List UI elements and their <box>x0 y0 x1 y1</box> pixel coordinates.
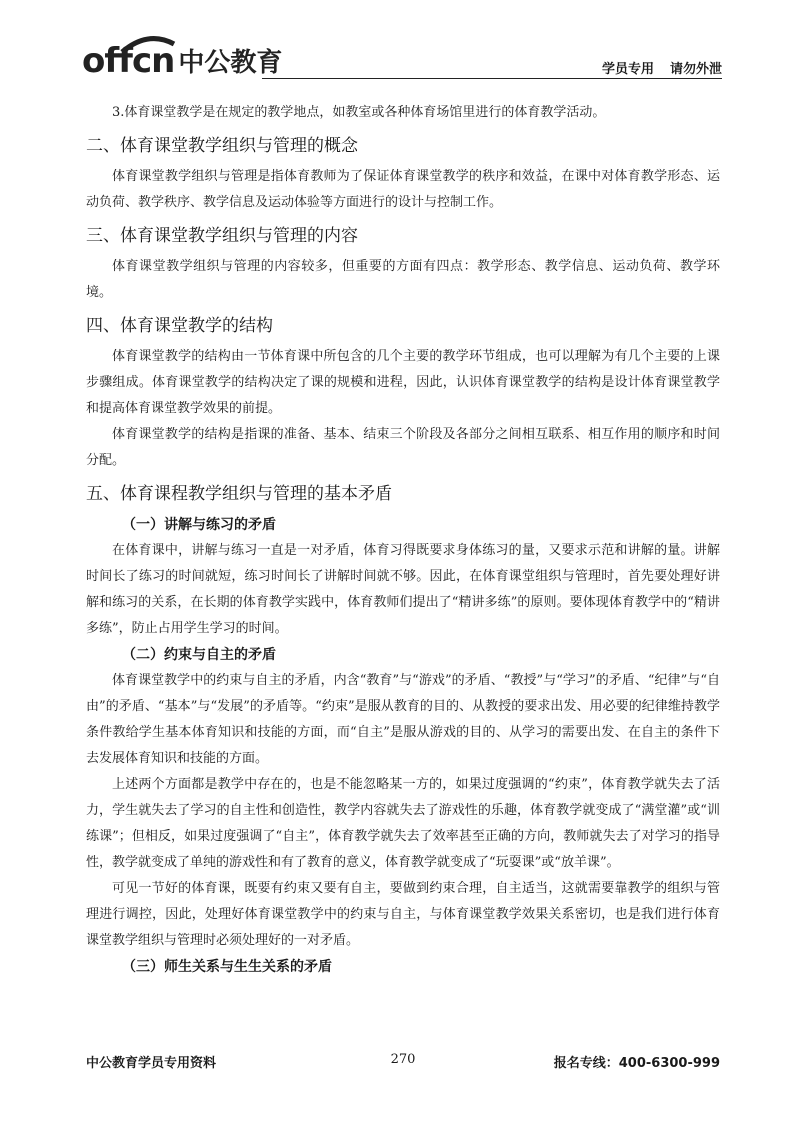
page-number: 270 <box>390 1052 416 1067</box>
subsection-heading: （三）师生关系与生生关系的矛盾 <box>122 959 332 975</box>
paragraph: 可见一节好的体育课，既要有约束又要有自主，要做到约束合理，自主适当，这就需要靠教学的组织与管理进行调控，因此，处理好体育课堂教学中的约束与自主，与体育课堂教学效果关系密切，也是我们进行体育课堂教学组织与管理时必须处理好的一对矛盾。 <box>86 881 720 948</box>
page-content <box>86 100 720 980</box>
footer-hotline: 报名专线：400-6300-999 <box>553 1056 720 1071</box>
section-heading: 二、体育课堂教学组织与管理的概念 <box>86 136 358 156</box>
header-tag-confidential: 请勿外泄 <box>669 62 722 77</box>
section-heading: 三、体育课堂教学组织与管理的内容 <box>86 226 358 246</box>
subsection-heading: （二）约束与自主的矛盾 <box>122 647 276 663</box>
paragraph: 体育课堂教学的结构由一节体育课中所包含的几个主要的教学环节组成，也可以理解为有几个主要的上课步骤组成。体育课堂教学的结构决定了课的规模和进程，因此，认识体育课堂教学的结构是设计体育课堂教学和提高体育课堂教学效果的前提。 <box>86 349 720 416</box>
paragraph: 体育课堂教学组织与管理是指体育教师为了保证体育课堂教学的秩序和效益，在课中对体育教学形态、运动负荷、教学秩序、教学信息及运动体验等方面进行的设计与控制工作。 <box>86 169 720 210</box>
logo-text-cn: 中公教育 <box>178 48 283 78</box>
header-tag-student: 学员专用 <box>601 62 654 77</box>
paragraph: 体育课堂教学中的约束与自主的矛盾，内含“教育”与“游戏”的矛盾、“教授”与“学习”的矛盾、“纪律”与“自由”的矛盾、“基本”与“发展”的矛盾等。“约束”是服从教育的目的、从教授的要求出发、用必要的纪律维持教学条件教给学生基本体育知识和技能的方面，而“自主”是服从游戏的目的、从学习的需要出发、在自主的条件下去发展体育知识和技能的方面。 <box>86 673 720 766</box>
section-heading: 四、体育课堂教学的结构 <box>86 316 273 336</box>
section-heading: 五、体育课程教学组织与管理的基本矛盾 <box>86 484 392 504</box>
header-divider <box>262 78 722 79</box>
paragraph: 3.体育课堂教学是在规定的教学地点，如教室或各种体育场馆里进行的体育教学活动。 <box>112 105 606 120</box>
paragraph: 体育课堂教学组织与管理的内容较多，但重要的方面有四点：教学形态、教学信息、运动负荷、教学环境。 <box>86 259 720 300</box>
subsection-heading: （一）讲解与练习的矛盾 <box>122 517 276 533</box>
offcn-logo <box>82 38 283 81</box>
page-footer <box>86 1052 720 1072</box>
paragraph: 体育课堂教学的结构是指课的准备、基本、结束三个阶段及各部分之间相互联系、相互作用的顺序和时间分配。 <box>86 427 720 468</box>
paragraph: 上述两个方面都是教学中存在的，也是不能忽略某一方的，如果过度强调的“约束”，体育教学就失去了活力，学生就失去了学习的自主性和创造性，教学内容就失去了游戏性的乐趣，体育教学就变成了“满堂灌”或“训练课”；但相反，如果过度强调了“自主”，体育教学就失去了效率甚至正确的方向，教师就失去了对学习的指导性，教学就变成了单纯的游戏性和有了教育的意义，体育教学就变成了“玩耍课”或“放羊课”。 <box>86 777 720 870</box>
header-tags <box>602 58 722 77</box>
logo-arc-icon <box>118 34 178 56</box>
paragraph: 在体育课中，讲解与练习一直是一对矛盾，体育习得既要求身体练习的量，又要求示范和讲解的量。讲解时间长了练习的时间就短，练习时间长了讲解时间就不够。因此，在体育课堂组织与管理时，首先要处理好讲解和练习的关系，在长期的体育教学实践中，体育教师们提出了“精讲多练”的原则。要体现体育教学中的“精讲多练”，防止占用学生学习的时间。 <box>86 543 720 636</box>
logo-text-en: offcn <box>82 41 175 81</box>
page-header <box>82 30 722 82</box>
footer-label: 中公教育学员专用资料 <box>86 1056 217 1071</box>
